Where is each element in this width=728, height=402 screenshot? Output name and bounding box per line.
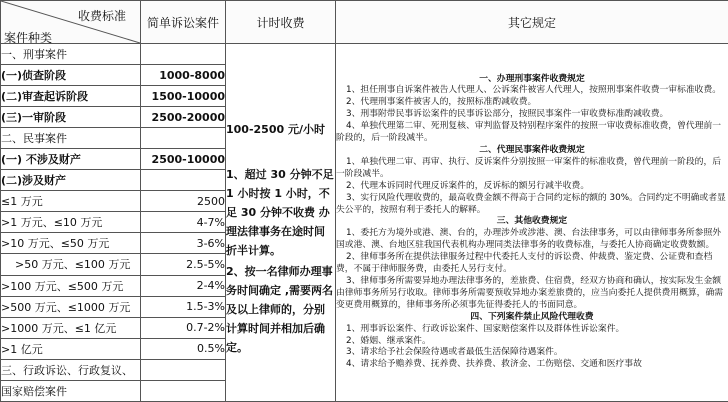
rule-item: 3、请求给予社会保险待遇或者最低生活保障待遇案件。: [336, 347, 728, 359]
case-type-cell: 三、行政诉讼、行政复议、: [1, 359, 141, 380]
simple-fee-cell: 0.7-2%: [141, 317, 226, 338]
table-row: [1, 44, 728, 65]
rule-item: 1、单独代理二审、再审、执行、反诉案件分别按照一审案件的标准收费，曾代理前一阶段的，后一阶段减半。: [336, 157, 728, 181]
case-type-cell: 一、刑事案件: [1, 44, 141, 65]
rule-item: 4、请求给予赡养费、抚养费、扶养费、救济金、工伤赔偿、交通和医疗事故: [336, 359, 728, 371]
rule-section-heading: 一、办理刑事案件收费规定: [336, 74, 728, 86]
case-type-cell: 国家赔偿案件: [1, 380, 141, 401]
rule-item: 1、委托方为境外或港、澳、台的，办理涉外或涉港、澳、台法律事务，可以由律师事务所参照外国或港、澳、台地区驻我国代表机构办理同类法律事务的收费标准，与委托人协商确定收费数额。: [336, 228, 728, 252]
hourly-rule-2: 2、按一名律师办理事务时间确定 ,需要两名及以上律师的，分别计算时间并相加后确定。: [226, 262, 335, 357]
simple-case-header: 简单诉讼案件: [141, 1, 226, 44]
simple-fee-cell: 3-6%: [141, 233, 226, 254]
simple-fee-cell: 0.5%: [141, 338, 226, 359]
case-type-cell: ≤1 万元: [1, 191, 141, 212]
case-type-cell: >10 万元、≤50 万元: [1, 233, 141, 254]
hourly-rule-1: 1、超过 30 分钟不足 1 小时按 1 小时，不足 30 分钟不收费 办理法律事务在途时间折半计算。: [226, 165, 335, 260]
case-type-cell: >100 万元、≤500 万元: [1, 275, 141, 296]
case-type-cell: (三)一审阶段: [1, 107, 141, 128]
diag-bottom-label: 案件种类: [4, 29, 52, 44]
rule-item: 2、代理刑事案件被害人的，按照标准酌减收费。: [336, 97, 728, 109]
simple-fee-cell: 2-4%: [141, 275, 226, 296]
other-rules-header: 其它规定: [336, 1, 728, 44]
rule-section-heading: 三、其他收费规定: [336, 216, 728, 228]
case-type-cell: (一)侦查阶段: [1, 65, 141, 86]
simple-fee-cell: [141, 170, 226, 191]
hourly-header: 计时收费: [226, 1, 336, 44]
diag-top-label: 收费标准: [78, 7, 126, 24]
rule-item: 3、实行风险代理收费的，最高收费金额不得高于合同约定标的额的 30%。合同约定不明确或者显失公平的，按照有利于委托人的解释。: [336, 193, 728, 217]
simple-fee-cell: 4-7%: [141, 212, 226, 233]
case-type-cell: >50 万元、≤100 万元: [1, 254, 141, 275]
hourly-fee-cell: [226, 44, 336, 402]
simple-fee-cell: [141, 128, 226, 149]
case-type-cell: (一) 不涉及财产: [1, 149, 141, 170]
simple-fee-cell: 1500-10000: [141, 86, 226, 107]
simple-fee-cell: [141, 359, 226, 380]
rule-item: 1、担任刑事自诉案件被告人代理人、公诉案件被害人代理人，按照刑事案件收费一审标准收费。: [336, 85, 728, 97]
rule-item: 2、婚姻、继承案件。: [336, 336, 728, 348]
rule-item: 3、刑事附带民事诉讼案件的民事诉讼部分，按照民事案件一审收费标准酌减收费。: [336, 109, 728, 121]
simple-fee-cell: 2.5-5%: [141, 254, 226, 275]
simple-fee-cell: 1.5-3%: [141, 296, 226, 317]
case-type-cell: 二、民事案件: [1, 128, 141, 149]
case-type-cell: >1 万元、≤10 万元: [1, 212, 141, 233]
simple-fee-cell: 2500-20000: [141, 107, 226, 128]
simple-fee-cell: [141, 380, 226, 401]
case-type-cell: >1 亿元: [1, 338, 141, 359]
simple-fee-cell: [141, 44, 226, 65]
rule-section-heading: 二、代理民事案件收费规定: [336, 145, 728, 157]
rule-item: 4、单独代理第二审、死刑复核、审判监督及特别程序案件的按照一审收费标准收费，曾代理前一阶段的，后一阶段减半。: [336, 121, 728, 145]
rule-item: 2、律师事务所在提供法律服务过程中代委托人支付的诉讼费、仲裁费、鉴定费、公证费和查档费，不属于律师服务费，由委托人另行支付。: [336, 252, 728, 276]
rule-item: 1、刑事诉讼案件、行政诉讼案件、国家赔偿案件以及群体性诉讼案件。: [336, 324, 728, 336]
rule-item: 3、律师事务所需要异地办理法律事务的，差旅费、住宿费，经双方协商和确认，按实际发生金额由律师事务所另行收取。律师事务所需要预收异地办案差旅费的，应当向委托人提供费用概算，确需变更费用概算的，律师事务所必须事先征得委托人的书面同意。: [336, 276, 728, 312]
simple-fee-cell: 2500: [141, 191, 226, 212]
simple-fee-cell: 1000-8000: [141, 65, 226, 86]
rule-section-heading: 四、下列案件禁止风险代理收费: [336, 312, 728, 324]
rule-item: 2、代理本诉同时代理反诉案件的，反诉标的额另行减半收费。: [336, 181, 728, 193]
case-type-cell: >500 万元、≤1000 万元: [1, 296, 141, 317]
other-rules-cell: [336, 44, 728, 402]
case-type-cell: >1000 万元、≤1 亿元: [1, 317, 141, 338]
simple-fee-cell: 2500-10000: [141, 149, 226, 170]
case-type-cell: (二)涉及财产: [1, 170, 141, 191]
hourly-rate: 100-2500 元/小时: [226, 121, 335, 137]
diagonal-header-cell: [1, 1, 141, 44]
case-type-cell: (二)审查起诉阶段: [1, 86, 141, 107]
